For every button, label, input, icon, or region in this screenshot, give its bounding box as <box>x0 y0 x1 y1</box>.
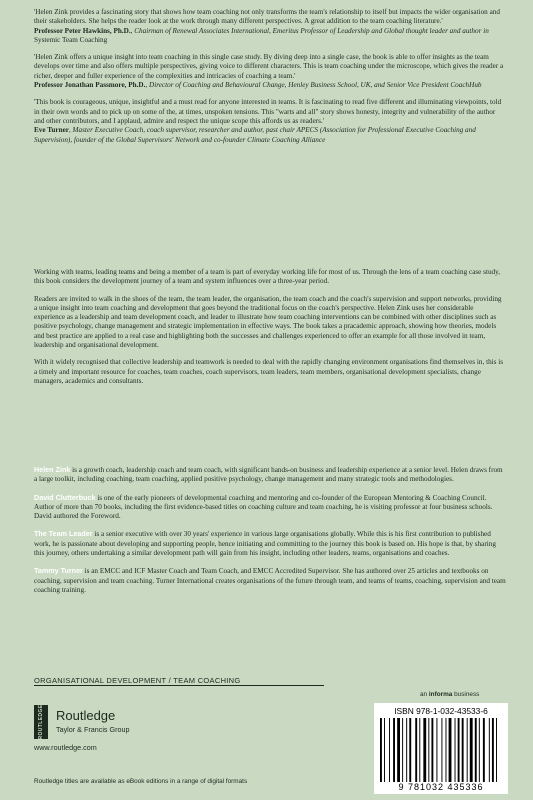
publisher-group: Taylor & Francis Group <box>56 725 130 734</box>
description-paragraph: With it widely recognised that collective leadership and teamwork is needed to deal with the rapidly changing environment organisations find themselves in, this is a timely and important resource for coaches, team coaches, coach supervisors, team leaders, team members, organisational development specialists, change managers, academics and consultants. <box>34 358 504 385</box>
barcode-icon <box>378 718 504 782</box>
review-author-role-tail: Systemic Team Coaching <box>34 35 108 44</box>
publisher-name: Routledge <box>56 708 116 723</box>
review <box>34 98 506 144</box>
isbn-label: ISBN 978-1-032-43533-6 <box>394 706 488 716</box>
bio-name: Tammy Turner <box>34 566 83 576</box>
bio-text: is an EMCC and ICF Master Coach and Team Coach, and EMCC Accredited Supervisor. She has authored over 25 articles and textbooks on coaching, supervision and team coaching. Turner International creates organisations of the future through team, and teams of teams, coaching, supervision and team coaching training. <box>34 567 506 594</box>
description-paragraph: Readers are invited to walk in the shoes of the team, the team leader, the organisation, the team coach and the coach's supervision and support networks, providing a unique insight into team coaching and development that goes beyond the traditional focus on the coach's perspective. Helen Zink uses her considerable experience as a leadership and team development coach, and leader to illustrate how team coaching interventions can be combined with other disciplines such as positive psychology, change management and strategic implementation in effective ways. The book takes a pracademic approach, showing how theories, models and best practice are applied to a real case and highlighting both the successes and challenges experienced to offer an example for all those involved in team, leadership and organisational development. <box>34 294 502 350</box>
publisher-url[interactable]: www.routledge.com <box>34 743 97 752</box>
review-author-name: Eve Turner <box>34 126 69 135</box>
description-paragraph: Working with teams, leading teams and being a member of a team is part of everyday working life for most of us. Through the lens of a team coaching case study, this book considers the development journey of a team and system influences over a three-year period. <box>34 268 501 286</box>
bio-text: is one of the early pioneers of developmental coaching and mentoring and co-founder of the European Mentoring & Coaching Council. Author of more than 70 books, including the first evidence-based titles on coaching culture and team coaching, he is visiting professor at four business schools. David authored the Foreword. <box>34 493 493 521</box>
informa-business: an informa business <box>420 691 480 698</box>
bio-name: The Team Leader <box>34 529 93 539</box>
review-author-role: Master Executive Coach, coach supervisor, researcher and author, past chair APECS (Association for Professional Executive Coaching and Supervision), founder of the Global Supervisors' Network and co-founder Climate Coaching Alliance <box>34 126 476 144</box>
divider <box>34 685 324 686</box>
review-author: Eve Turner, Master Executive Coach, coach supervisor, researcher and author, past chair APECS (Association for Professional Executive Coaching and Supervision), founder of the Global Supervisors' Network and co-founder Climate Coaching Alliance <box>34 126 476 144</box>
bio <box>34 465 506 485</box>
contributor-bios <box>34 465 506 603</box>
review <box>34 8 506 45</box>
bio-text: is a senior executive with over 30 years' experience in various large organisations globally. While this is his first contribution to published work, he is passionate about developing and supporting people, hence initiating and committing to the journey this book is based on. His hope is that, by sharing this journey, others undertaking a similar development path will gain from his insight, including other leaders, teams, organisations and coaches. <box>34 530 496 558</box>
ebook-note: Routledge titles are available as eBook editions in a range of digital formats <box>34 778 248 785</box>
review-author-name: Professor Peter Hawkins, Ph.D. <box>34 26 131 35</box>
review-quote: 'Helen Zink provides a fascinating story that shows how team coaching not only transforms the team's relationship to itself but impacts the wider organisation and their stakeholders. She helps the reader look at the work through many different perspectives. A great addition to the team coaching literature.' <box>34 8 500 26</box>
bio-name: Helen Zink <box>34 465 71 474</box>
barcode-panel <box>374 703 508 794</box>
routledge-logo-icon <box>34 705 48 739</box>
bio-text: is a growth coach, leadership coach and team coach, with significant hands-on business and leadership experience at a senior level. Helen draws from a large toolkit, including coaching, team coaching, applied positive psychology, change management and many strategic tools and methodologies. <box>34 466 503 484</box>
review-author-name: Professor Jonathan Passmore, Ph.D. <box>34 81 146 90</box>
review-author-role: Chairman of Renewal Associates International, Emeritus Professor of Leadership and Global thought leader and author in <box>134 26 489 35</box>
routledge-logo-text: ROUTLEDGE <box>38 704 44 740</box>
book-description <box>34 268 506 394</box>
informa-brand: informa <box>428 691 453 698</box>
bio <box>34 493 506 522</box>
bio-name: David Clutterbuck <box>34 492 96 502</box>
review-author: Professor Jonathan Passmore, Ph.D., Director of Coaching and Behavioural Change, Henley Business School, UK, and Senior Vice President CoachHub <box>34 81 482 90</box>
review <box>34 53 506 90</box>
review-author-role: Director of Coaching and Behavioural Change, Henley Business School, UK, and Senior Vice President CoachHub <box>149 81 482 90</box>
subject-categories: ORGANISATIONAL DEVELOPMENT / TEAM COACHING <box>34 676 241 685</box>
bio <box>34 529 506 558</box>
review-author: Professor Peter Hawkins, Ph.D., Chairman of Renewal Associates International, Emeritus Professor of Leadership and Global thought leader and author in Systemic Team Coaching <box>34 26 489 44</box>
review-quote: 'This book is courageous, unique, insightful and a must read for anyone interested in teams. It is fascinating to read five different and illuminating viewpoints, told in their own words and to pick up on some of the, at times, unspoken tensions. This "warts and all" story shows honesty, integrity and vulnerability of the author and other contributors, and I applaud, admire and respect the unique scope this affords us as readers.' <box>34 98 502 125</box>
bio <box>34 566 506 595</box>
barcode-digits: 9 781032 435336 <box>398 782 484 792</box>
review-quote: 'Helen Zink offers a unique insight into team coaching in this single case study. By diving deep into a single case, the book is able to offer insights as the team develops over time and also offers multiple perspectives, giving voice to different characters. This is team coaching under the microscope, which gives the reader a richer, deeper and fuller experience of the complexities and intricacies of coaching a team.' <box>34 53 504 80</box>
reviews-section <box>34 8 506 153</box>
